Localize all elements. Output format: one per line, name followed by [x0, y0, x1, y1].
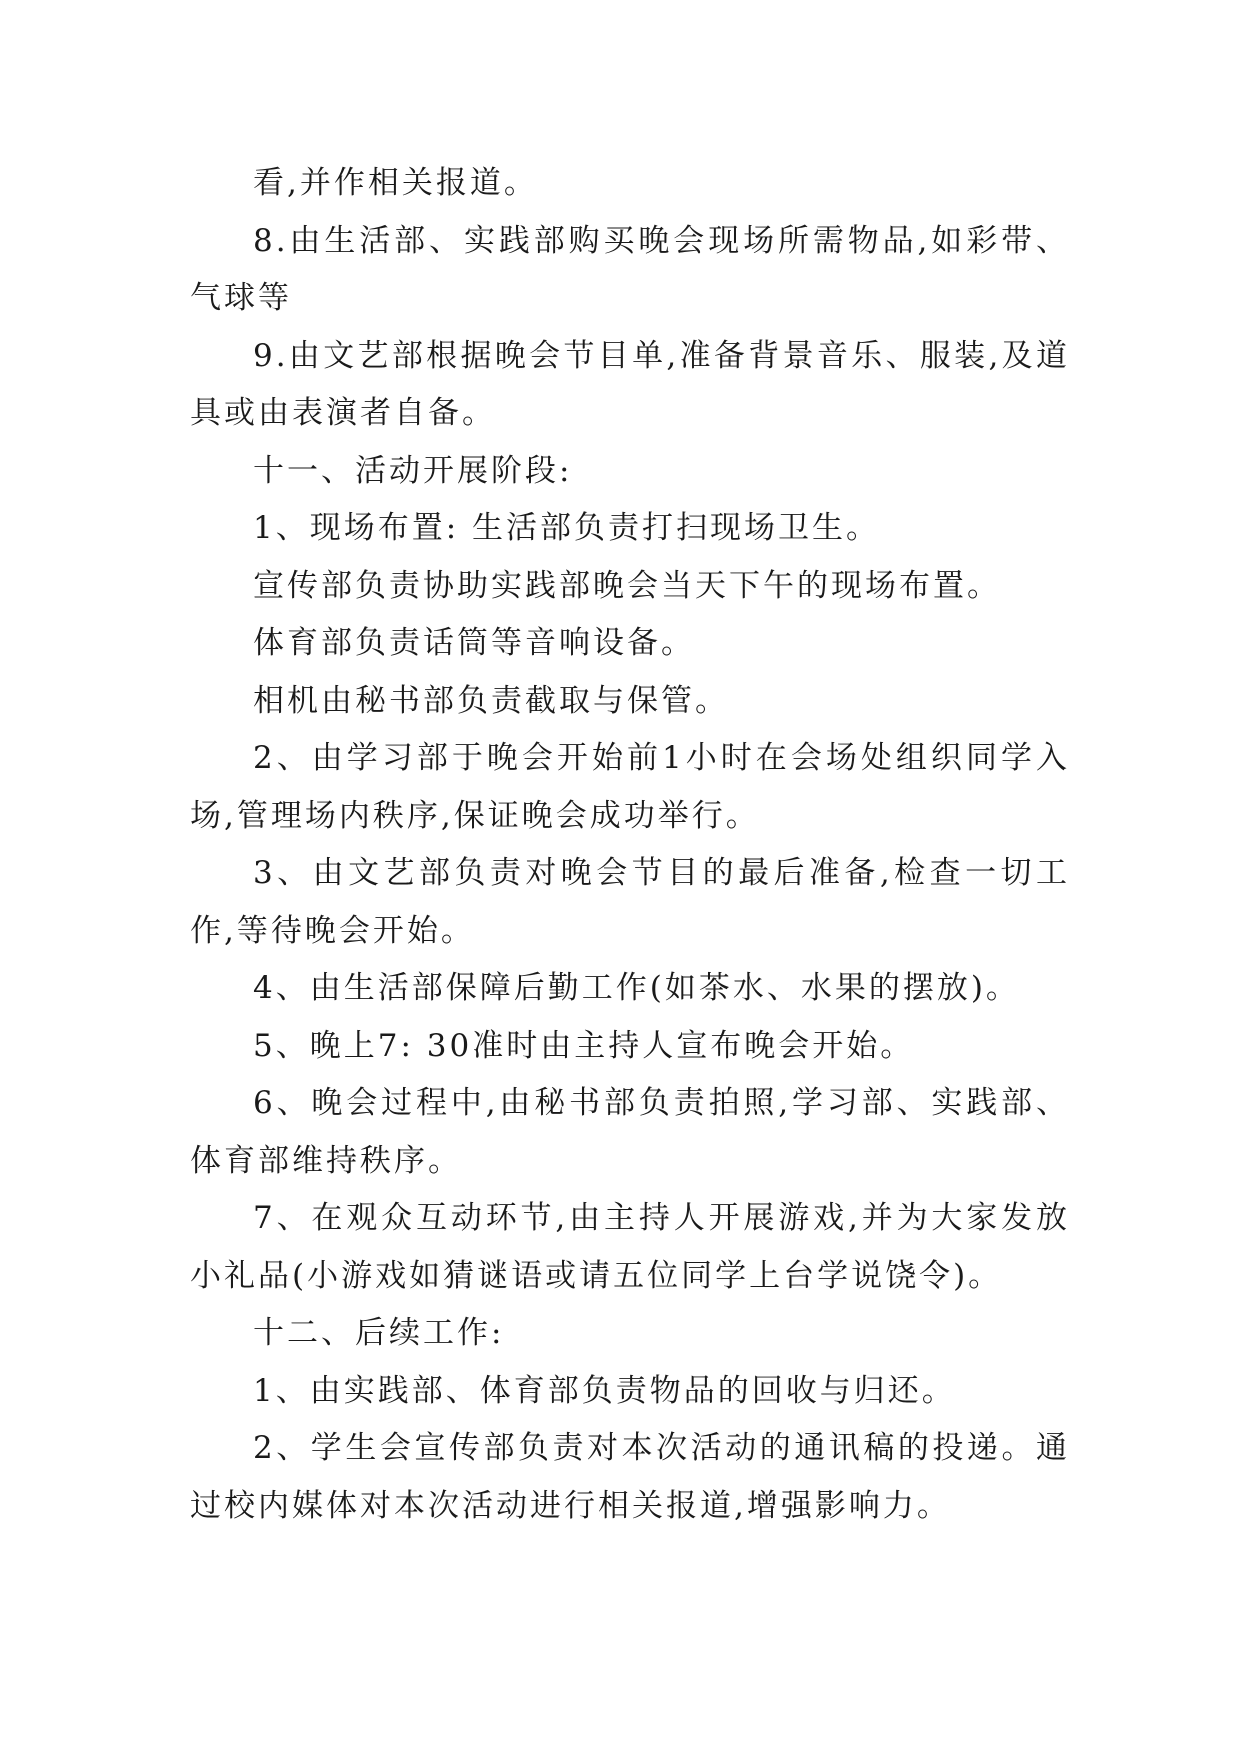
paragraph: 6、晚会过程中,由秘书部负责拍照,学习部、实践部、体育部维持秩序。	[190, 1085, 1070, 1179]
paragraph: 1、由实践部、体育部负责物品的回收与归还。	[253, 1372, 956, 1409]
paragraph: 看,并作相关报道。	[253, 165, 538, 201]
paragraph: 5、晚上7: 30准时由主持人宣布晚会开始。	[253, 1027, 915, 1064]
paragraph: 相机由秘书部负责截取与保管。	[253, 682, 729, 719]
paragraph: 7、在观众互动环节,由主持人开展游戏,并为大家发放小礼品(小游戏如猜谜语或请五位同学上台学说饶令)。	[190, 1200, 1070, 1294]
section-heading: 十一、活动开展阶段:	[253, 452, 573, 489]
paragraph: 8.由生活部、实践部购买晚会现场所需物品,如彩带、气球等	[190, 222, 1070, 316]
paragraph: 3、由文艺部负责对晚会节目的最后准备,检查一切工作,等待晚会开始。	[190, 855, 1070, 949]
paragraph: 体育部负责话筒等音响设备。	[253, 625, 695, 661]
paragraph: 2、学生会宣传部负责对本次活动的通讯稿的投递。通过校内媒体对本次活动进行相关报道,增强影响力。	[190, 1430, 1070, 1524]
paragraph: 2、由学习部于晚会开始前1小时在会场处组织同学入场,管理场内秩序,保证晚会成功举行。	[190, 740, 1070, 834]
document-body	[190, 155, 1070, 1535]
paragraph: 宣传部负责协助实践部晚会当天下午的现场布置。	[253, 567, 1001, 604]
paragraph: 1、现场布置: 生活部负责打扫现场卫生。	[253, 510, 881, 546]
paragraph: 9.由文艺部根据晚会节目单,准备背景音乐、服装,及道具或由表演者自备。	[190, 337, 1070, 431]
section-heading: 十二、后续工作:	[253, 1315, 505, 1351]
paragraph: 4、由生活部保障后勤工作(如茶水、水果的摆放)。	[253, 970, 1020, 1006]
